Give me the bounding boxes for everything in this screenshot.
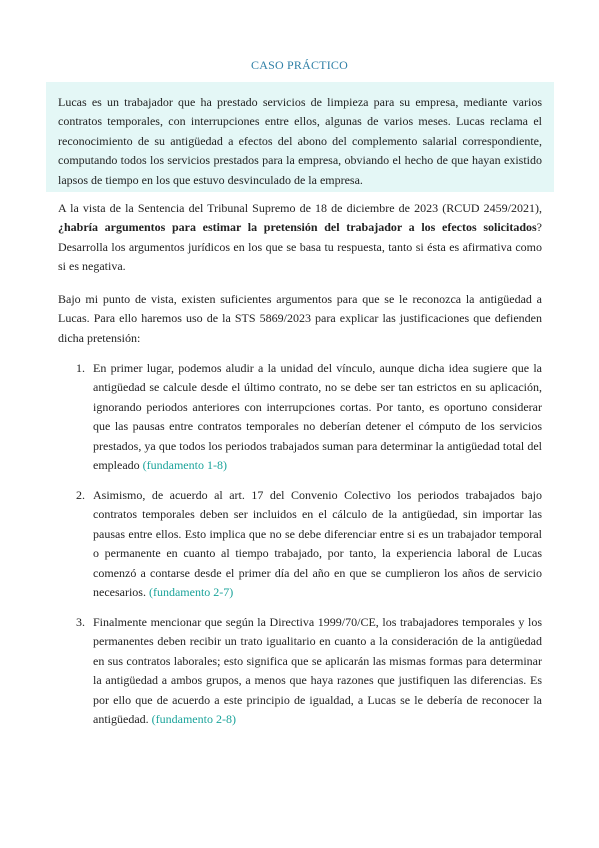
question-bold: ¿habría argumentos para estimar la pretensión del trabajador a los efectos solicitados (58, 220, 537, 235)
page-title: CASO PRÁCTICO (251, 58, 348, 72)
argument-text: Asimismo, de acuerdo al art. 17 del Convenio Colectivo los periodos trabajados bajo contratos temporales deben ser incluidos en el cálculo de la antigüedad, sin importar las pausas entre ellos. Esto implica que no se debe diferenciar entre si es un trabajador temporal o permanente en cuanto al tiempo trabajado, por tanto, la experiencia laboral de Lucas comenzó a contarse desde el primer día del año en que se cumplieron los años de servicio necesarios. (93, 488, 542, 600)
list-item (58, 486, 542, 602)
list-item-text (93, 613, 542, 729)
argument-text: Finalmente mencionar que según la Directiva 1999/70/CE, los trabajadores temporales y los permanentes deben recibir un trato igualitario en cuanto a la consideración de la antigüedad en sus contratos laborales; esto significa que se aplicarán las mismas formas para determinar la antigüedad a ambos grupos, a menos que haya razones que justifiquen las diferencias. Es por ello que de acuerdo a este principio de igualdad, a Lucas se le debería de reconocer la antigüedad. (93, 615, 542, 727)
list-item-number: 3. (76, 615, 85, 629)
argument-text: En primer lugar, podemos aludir a la unidad del vínculo, aunque dicha idea sugiere que la antigüedad se calcule desde el último contrato, no se debe ser tan estrictos en su aplicación, ignorando periodos anteriores con interrupciones cortas. Por tanto, es oportuno considerar que las pausas entre contratos temporales no deberían detener el cómputo de los servicios prestados, ya que todos los periodos trabajados suman para determinar la antigüedad total del empleado (93, 361, 542, 473)
question-paragraph (58, 199, 542, 277)
list-item-number: 1. (76, 361, 85, 375)
case-statement-text: Lucas es un trabajador que ha prestado servicios de limpieza para su empresa, mediante varios contratos temporales, con interrupciones entre ellos, algunas de varios meses. Lucas reclama el reconocimiento de su antigüedad a efectos del abono del complemento salarial correspondiente, computando todos los servicios prestados para la empresa, obviando el hecho de que hayan existido lapsos de tiempo en los que estuvo desvinculado de la empresa. (58, 95, 542, 187)
argument-reference: (fundamento 2-8) (151, 712, 236, 727)
list-item-text (93, 486, 542, 602)
argument-reference: (fundamento 2-7) (148, 585, 234, 600)
list-item-number: 2. (76, 488, 85, 502)
argument-reference: (fundamento 1-8) (142, 458, 227, 473)
answer-intro-paragraph: Bajo mi punto de vista, existen suficientes argumentos para que se le reconozca la antigüedad a Lucas. Para ello haremos uso de la STS 5869/2023 para explicar las justificaciones que defienden dicha pretensión: (58, 292, 542, 345)
question-intro: A la vista de la Sentencia del Tribunal Supremo de 18 de diciembre de 2023 (RCUD 2459/2021), (58, 201, 542, 215)
question-rest: ? Desarrolla los argumentos jurídicos en los que se basa tu respuesta, tanto si ésta es afirmativa como si es negativa. (58, 220, 542, 274)
list-item (58, 359, 542, 475)
list-item (58, 613, 542, 729)
case-statement-box (46, 82, 554, 192)
list-item-text (93, 359, 542, 475)
